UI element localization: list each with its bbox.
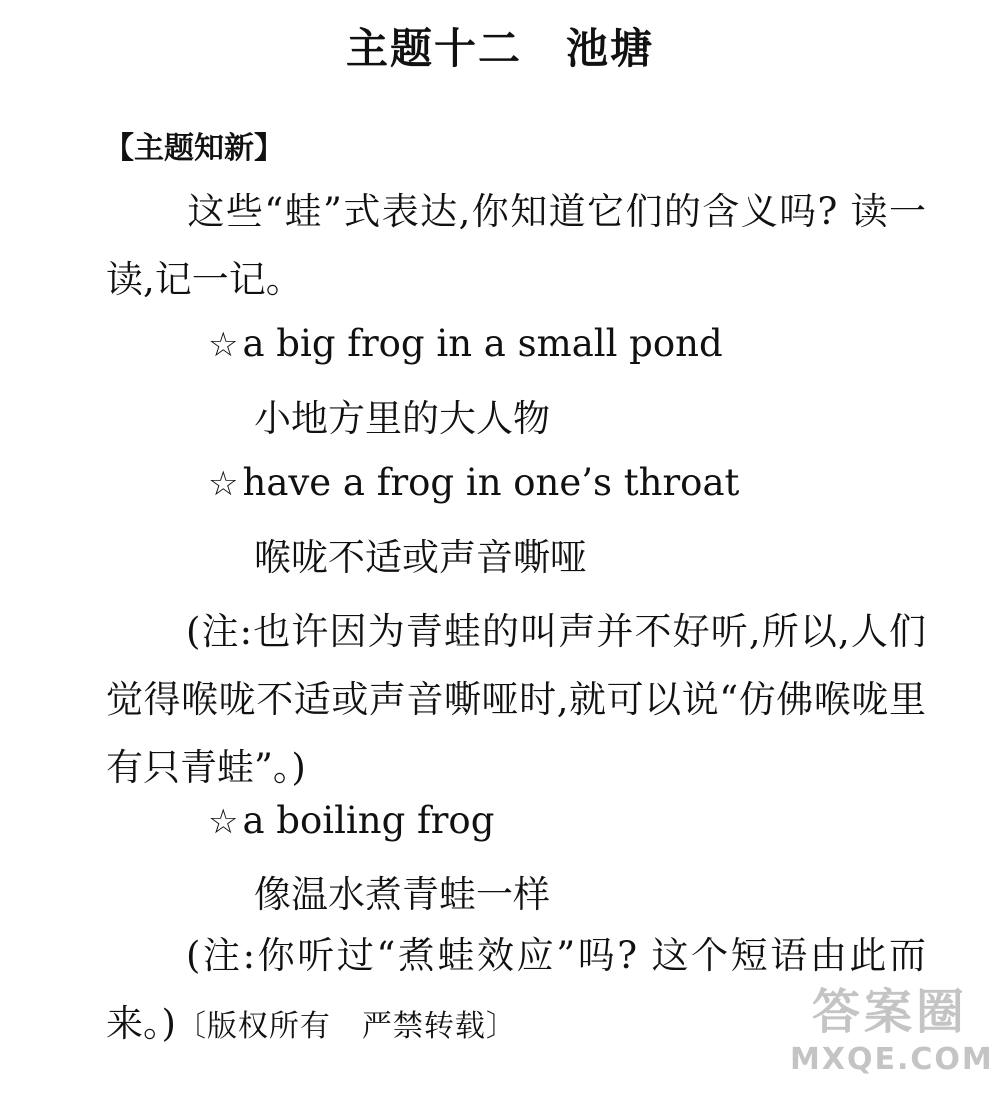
- watermark-main: 答案圈: [811, 984, 968, 1040]
- phrase-meaning: 像温水煮青蛙一样: [254, 873, 550, 916]
- star-outline-icon: ☆: [208, 325, 239, 365]
- section-label: 【主题知新】: [104, 131, 284, 166]
- phrase-meaning: 喉咙不适或声音嘶哑: [254, 536, 587, 579]
- star-outline-icon: ☆: [208, 464, 239, 504]
- phrase-meaning: 小地方里的大人物: [254, 397, 550, 440]
- note-text: (注:你听过“煮蛙效应”吗? 这个短语由此而来。): [106, 934, 926, 1045]
- copyright-notice: 〔版权所有 严禁转载〕: [175, 1009, 517, 1044]
- page-title: 主题十二 池塘: [345, 24, 654, 73]
- intro-text: 这些“蛙”式表达,你知道它们的含义吗? 读一读,记一记。: [106, 190, 926, 301]
- star-outline-icon: ☆: [208, 802, 239, 842]
- phrase-item: [208, 799, 494, 842]
- intro-paragraph: [106, 178, 926, 314]
- phrase-text: have a frog in one’s throat: [242, 461, 740, 504]
- phrase-text: a big frog in a small pond: [242, 322, 723, 365]
- watermark-sub: MXQE.COM: [790, 1042, 994, 1077]
- watermark-logo: [790, 982, 994, 1092]
- note-paragraph: [106, 598, 926, 802]
- note-text: (注:也许因为青蛙的叫声并不好听,所以,人们觉得喉咙不适或声音嘶哑时,就可以说“仿佛喉咙里有只青蛙”。): [106, 610, 926, 789]
- phrase-item: [208, 461, 739, 504]
- phrase-item: [208, 322, 723, 365]
- phrase-text: a boiling frog: [242, 799, 495, 842]
